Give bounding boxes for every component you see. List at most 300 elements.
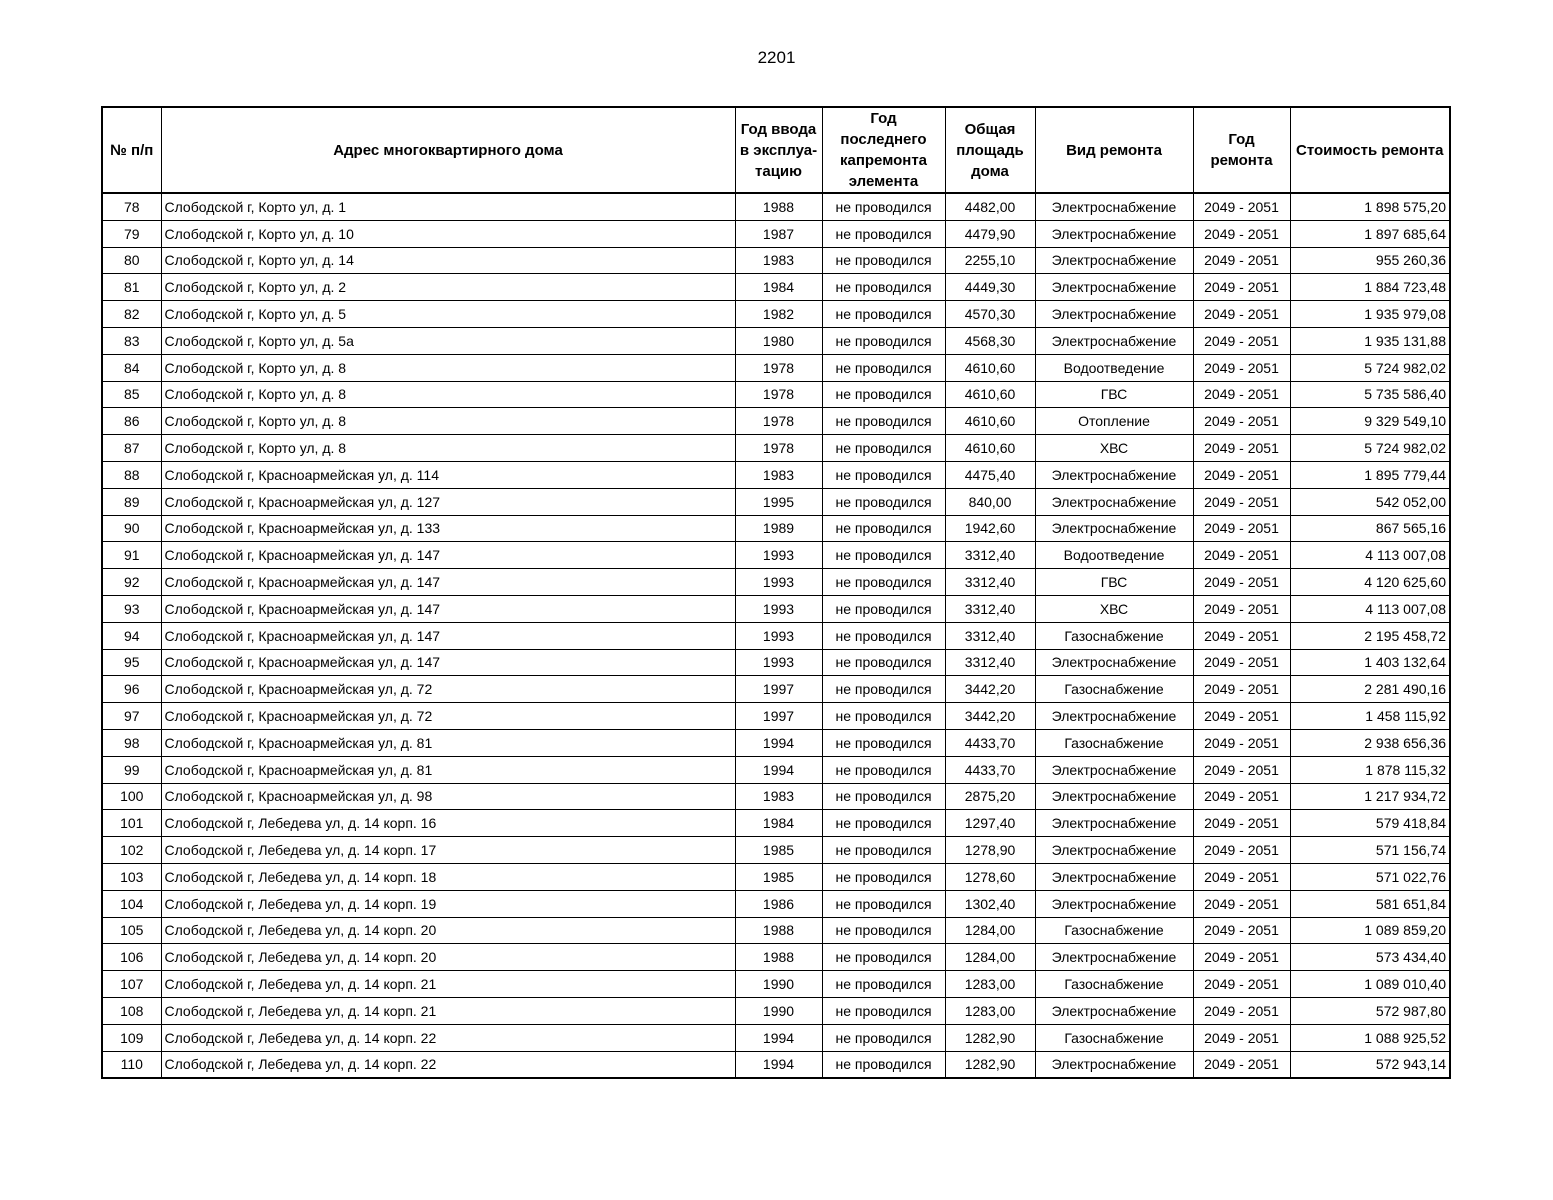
row-last-repair: не проводился bbox=[822, 917, 945, 944]
row-repair-type: Газоснабжение bbox=[1035, 917, 1193, 944]
header-repair-type: Вид ремонта bbox=[1035, 107, 1193, 193]
row-repair-cost: 2 195 458,72 bbox=[1290, 622, 1450, 649]
row-last-repair: не проводился bbox=[822, 622, 945, 649]
row-total-area: 4475,40 bbox=[945, 461, 1035, 488]
row-repair-period: 2049 - 2051 bbox=[1193, 649, 1290, 676]
row-last-repair: не проводился bbox=[822, 327, 945, 354]
table-row bbox=[102, 327, 1450, 354]
row-repair-type: Газоснабжение bbox=[1035, 971, 1193, 998]
row-address: Слободской г, Корто ул, д. 10 bbox=[161, 220, 735, 247]
header-repair-cost: Стоимость ремонта bbox=[1290, 107, 1450, 193]
row-last-repair: не проводился bbox=[822, 1024, 945, 1051]
row-address: Слободской г, Лебедева ул, д. 14 корп. 19 bbox=[161, 890, 735, 917]
row-repair-period: 2049 - 2051 bbox=[1193, 515, 1290, 542]
row-index: 93 bbox=[102, 595, 161, 622]
row-repair-type: Электроснабжение bbox=[1035, 220, 1193, 247]
row-commission-year: 1997 bbox=[735, 676, 822, 703]
table-row bbox=[102, 247, 1450, 274]
row-last-repair: не проводился bbox=[822, 971, 945, 998]
row-total-area: 1942,60 bbox=[945, 515, 1035, 542]
row-last-repair: не проводился bbox=[822, 595, 945, 622]
row-repair-cost: 955 260,36 bbox=[1290, 247, 1450, 274]
row-address: Слободской г, Корто ул, д. 14 bbox=[161, 247, 735, 274]
table-row bbox=[102, 944, 1450, 971]
row-commission-year: 1986 bbox=[735, 890, 822, 917]
row-repair-type: Электроснабжение bbox=[1035, 327, 1193, 354]
row-repair-period: 2049 - 2051 bbox=[1193, 488, 1290, 515]
row-repair-type: Электроснабжение bbox=[1035, 247, 1193, 274]
row-index: 79 bbox=[102, 220, 161, 247]
row-repair-cost: 581 651,84 bbox=[1290, 890, 1450, 917]
row-repair-cost: 1 403 132,64 bbox=[1290, 649, 1450, 676]
table-row bbox=[102, 890, 1450, 917]
row-address: Слободской г, Корто ул, д. 2 bbox=[161, 274, 735, 301]
row-index: 85 bbox=[102, 381, 161, 408]
table-row bbox=[102, 193, 1450, 220]
row-repair-period: 2049 - 2051 bbox=[1193, 971, 1290, 998]
row-last-repair: не проводился bbox=[822, 837, 945, 864]
row-last-repair: не проводился bbox=[822, 488, 945, 515]
row-index: 80 bbox=[102, 247, 161, 274]
row-repair-period: 2049 - 2051 bbox=[1193, 837, 1290, 864]
row-repair-cost: 572 987,80 bbox=[1290, 997, 1450, 1024]
row-last-repair: не проводился bbox=[822, 863, 945, 890]
row-commission-year: 1978 bbox=[735, 408, 822, 435]
row-repair-cost: 5 724 982,02 bbox=[1290, 435, 1450, 462]
table-row bbox=[102, 515, 1450, 542]
row-address: Слободской г, Красноармейская ул, д. 147 bbox=[161, 595, 735, 622]
row-commission-year: 1994 bbox=[735, 729, 822, 756]
row-repair-type: Электроснабжение bbox=[1035, 944, 1193, 971]
row-commission-year: 1993 bbox=[735, 649, 822, 676]
row-repair-period: 2049 - 2051 bbox=[1193, 1024, 1290, 1051]
row-address: Слободской г, Лебедева ул, д. 14 корп. 16 bbox=[161, 810, 735, 837]
row-address: Слободской г, Лебедева ул, д. 14 корп. 20 bbox=[161, 944, 735, 971]
row-last-repair: не проводился bbox=[822, 756, 945, 783]
header-repair-period: Год ремонта bbox=[1193, 107, 1290, 193]
row-address: Слободской г, Красноармейская ул, д. 72 bbox=[161, 703, 735, 730]
table-row bbox=[102, 595, 1450, 622]
row-repair-type: Газоснабжение bbox=[1035, 622, 1193, 649]
row-repair-type: ГВС bbox=[1035, 569, 1193, 596]
row-index: 101 bbox=[102, 810, 161, 837]
row-address: Слободской г, Красноармейская ул, д. 127 bbox=[161, 488, 735, 515]
row-total-area: 1282,90 bbox=[945, 1051, 1035, 1078]
row-index: 109 bbox=[102, 1024, 161, 1051]
row-repair-period: 2049 - 2051 bbox=[1193, 327, 1290, 354]
row-repair-type: ГВС bbox=[1035, 381, 1193, 408]
row-total-area: 3442,20 bbox=[945, 703, 1035, 730]
row-index: 83 bbox=[102, 327, 161, 354]
table-row bbox=[102, 381, 1450, 408]
table-row bbox=[102, 729, 1450, 756]
row-commission-year: 1997 bbox=[735, 703, 822, 730]
row-commission-year: 1983 bbox=[735, 247, 822, 274]
row-address: Слободской г, Лебедева ул, д. 14 корп. 18 bbox=[161, 863, 735, 890]
row-repair-type: Отопление bbox=[1035, 408, 1193, 435]
row-repair-period: 2049 - 2051 bbox=[1193, 997, 1290, 1024]
row-repair-type: ХВС bbox=[1035, 435, 1193, 462]
row-total-area: 1297,40 bbox=[945, 810, 1035, 837]
header-last-repair-year: Год последнего капремонта элемента bbox=[822, 107, 945, 193]
row-index: 106 bbox=[102, 944, 161, 971]
row-commission-year: 1994 bbox=[735, 756, 822, 783]
page-number: 2201 bbox=[757, 48, 796, 67]
row-index: 86 bbox=[102, 408, 161, 435]
row-commission-year: 1993 bbox=[735, 622, 822, 649]
row-commission-year: 1988 bbox=[735, 944, 822, 971]
table-row bbox=[102, 917, 1450, 944]
row-repair-type: Электроснабжение bbox=[1035, 783, 1193, 810]
row-commission-year: 1993 bbox=[735, 595, 822, 622]
row-repair-type: Электроснабжение bbox=[1035, 461, 1193, 488]
row-total-area: 3442,20 bbox=[945, 676, 1035, 703]
row-total-area: 4479,90 bbox=[945, 220, 1035, 247]
row-index: 105 bbox=[102, 917, 161, 944]
row-index: 99 bbox=[102, 756, 161, 783]
row-repair-period: 2049 - 2051 bbox=[1193, 301, 1290, 328]
row-total-area: 4610,60 bbox=[945, 381, 1035, 408]
row-commission-year: 1983 bbox=[735, 461, 822, 488]
row-commission-year: 1985 bbox=[735, 837, 822, 864]
row-address: Слободской г, Лебедева ул, д. 14 корп. 21 bbox=[161, 971, 735, 998]
table-row bbox=[102, 756, 1450, 783]
row-total-area: 2255,10 bbox=[945, 247, 1035, 274]
row-last-repair: не проводился bbox=[822, 997, 945, 1024]
row-total-area: 3312,40 bbox=[945, 622, 1035, 649]
row-address: Слободской г, Корто ул, д. 8 bbox=[161, 381, 735, 408]
table-row bbox=[102, 1051, 1450, 1078]
header-index: № п/п bbox=[102, 107, 161, 193]
row-repair-cost: 4 113 007,08 bbox=[1290, 595, 1450, 622]
row-repair-period: 2049 - 2051 bbox=[1193, 944, 1290, 971]
row-last-repair: не проводился bbox=[822, 220, 945, 247]
row-repair-period: 2049 - 2051 bbox=[1193, 461, 1290, 488]
row-repair-type: Электроснабжение bbox=[1035, 863, 1193, 890]
row-repair-period: 2049 - 2051 bbox=[1193, 703, 1290, 730]
header-address: Адрес многоквартирного дома bbox=[161, 107, 735, 193]
table-header-row bbox=[102, 107, 1450, 193]
row-last-repair: не проводился bbox=[822, 810, 945, 837]
table-row bbox=[102, 997, 1450, 1024]
table-row bbox=[102, 783, 1450, 810]
row-repair-cost: 5 735 586,40 bbox=[1290, 381, 1450, 408]
row-index: 90 bbox=[102, 515, 161, 542]
row-repair-period: 2049 - 2051 bbox=[1193, 890, 1290, 917]
row-repair-period: 2049 - 2051 bbox=[1193, 622, 1290, 649]
row-repair-period: 2049 - 2051 bbox=[1193, 408, 1290, 435]
row-repair-cost: 572 943,14 bbox=[1290, 1051, 1450, 1078]
row-address: Слободской г, Корто ул, д. 1 bbox=[161, 193, 735, 220]
row-last-repair: не проводился bbox=[822, 435, 945, 462]
row-last-repair: не проводился bbox=[822, 408, 945, 435]
table-row bbox=[102, 569, 1450, 596]
row-commission-year: 1983 bbox=[735, 783, 822, 810]
row-address: Слободской г, Лебедева ул, д. 14 корп. 22 bbox=[161, 1051, 735, 1078]
table-row bbox=[102, 542, 1450, 569]
row-repair-cost: 1 884 723,48 bbox=[1290, 274, 1450, 301]
row-repair-cost: 1 089 010,40 bbox=[1290, 971, 1450, 998]
table-row bbox=[102, 1024, 1450, 1051]
row-repair-cost: 5 724 982,02 bbox=[1290, 354, 1450, 381]
row-repair-cost: 1 895 779,44 bbox=[1290, 461, 1450, 488]
row-commission-year: 1989 bbox=[735, 515, 822, 542]
row-last-repair: не проводился bbox=[822, 381, 945, 408]
row-repair-cost: 1 935 979,08 bbox=[1290, 301, 1450, 328]
row-repair-cost: 1 935 131,88 bbox=[1290, 327, 1450, 354]
row-index: 107 bbox=[102, 971, 161, 998]
row-total-area: 1302,40 bbox=[945, 890, 1035, 917]
row-repair-period: 2049 - 2051 bbox=[1193, 435, 1290, 462]
row-repair-cost: 571 156,74 bbox=[1290, 837, 1450, 864]
row-index: 81 bbox=[102, 274, 161, 301]
row-total-area: 1283,00 bbox=[945, 971, 1035, 998]
row-repair-type: Электроснабжение bbox=[1035, 488, 1193, 515]
row-repair-cost: 1 898 575,20 bbox=[1290, 193, 1450, 220]
row-last-repair: не проводился bbox=[822, 783, 945, 810]
row-total-area: 1284,00 bbox=[945, 944, 1035, 971]
table-row bbox=[102, 354, 1450, 381]
table-row bbox=[102, 676, 1450, 703]
row-repair-type: Электроснабжение bbox=[1035, 649, 1193, 676]
row-last-repair: не проводился bbox=[822, 354, 945, 381]
row-commission-year: 1984 bbox=[735, 274, 822, 301]
row-address: Слободской г, Лебедева ул, д. 14 корп. 21 bbox=[161, 997, 735, 1024]
row-address: Слободской г, Красноармейская ул, д. 72 bbox=[161, 676, 735, 703]
row-commission-year: 1995 bbox=[735, 488, 822, 515]
table-row bbox=[102, 810, 1450, 837]
row-repair-period: 2049 - 2051 bbox=[1193, 676, 1290, 703]
row-repair-type: Электроснабжение bbox=[1035, 301, 1193, 328]
row-index: 91 bbox=[102, 542, 161, 569]
row-repair-cost: 1 088 925,52 bbox=[1290, 1024, 1450, 1051]
row-commission-year: 1988 bbox=[735, 917, 822, 944]
repair-schedule-table bbox=[101, 106, 1451, 1079]
row-total-area: 1283,00 bbox=[945, 997, 1035, 1024]
row-repair-cost: 2 281 490,16 bbox=[1290, 676, 1450, 703]
row-total-area: 3312,40 bbox=[945, 649, 1035, 676]
table-row bbox=[102, 837, 1450, 864]
row-last-repair: не проводился bbox=[822, 515, 945, 542]
row-last-repair: не проводился bbox=[822, 542, 945, 569]
row-total-area: 4568,30 bbox=[945, 327, 1035, 354]
row-last-repair: не проводился bbox=[822, 890, 945, 917]
row-repair-type: Электроснабжение bbox=[1035, 274, 1193, 301]
row-index: 84 bbox=[102, 354, 161, 381]
row-repair-period: 2049 - 2051 bbox=[1193, 1051, 1290, 1078]
table-row bbox=[102, 435, 1450, 462]
row-last-repair: не проводился bbox=[822, 193, 945, 220]
row-repair-type: Электроснабжение bbox=[1035, 703, 1193, 730]
row-index: 98 bbox=[102, 729, 161, 756]
row-repair-cost: 867 565,16 bbox=[1290, 515, 1450, 542]
row-repair-period: 2049 - 2051 bbox=[1193, 863, 1290, 890]
table-row bbox=[102, 649, 1450, 676]
row-address: Слободской г, Красноармейская ул, д. 147 bbox=[161, 569, 735, 596]
row-last-repair: не проводился bbox=[822, 461, 945, 488]
row-repair-period: 2049 - 2051 bbox=[1193, 595, 1290, 622]
row-last-repair: не проводился bbox=[822, 569, 945, 596]
row-total-area: 4610,60 bbox=[945, 408, 1035, 435]
row-address: Слободской г, Красноармейская ул, д. 114 bbox=[161, 461, 735, 488]
row-repair-period: 2049 - 2051 bbox=[1193, 917, 1290, 944]
row-commission-year: 1980 bbox=[735, 327, 822, 354]
table-row bbox=[102, 408, 1450, 435]
row-repair-period: 2049 - 2051 bbox=[1193, 247, 1290, 274]
table-row bbox=[102, 703, 1450, 730]
row-repair-cost: 1 089 859,20 bbox=[1290, 917, 1450, 944]
row-repair-period: 2049 - 2051 bbox=[1193, 569, 1290, 596]
row-index: 104 bbox=[102, 890, 161, 917]
row-repair-type: ХВС bbox=[1035, 595, 1193, 622]
row-total-area: 4610,60 bbox=[945, 354, 1035, 381]
row-commission-year: 1994 bbox=[735, 1051, 822, 1078]
row-repair-cost: 573 434,40 bbox=[1290, 944, 1450, 971]
row-repair-cost: 4 120 625,60 bbox=[1290, 569, 1450, 596]
header-commission-year: Год ввода в эксплуа-тацию bbox=[735, 107, 822, 193]
row-total-area: 2875,20 bbox=[945, 783, 1035, 810]
row-total-area: 1278,60 bbox=[945, 863, 1035, 890]
row-repair-period: 2049 - 2051 bbox=[1193, 542, 1290, 569]
row-total-area: 4449,30 bbox=[945, 274, 1035, 301]
row-repair-period: 2049 - 2051 bbox=[1193, 274, 1290, 301]
row-repair-type: Водоотведение bbox=[1035, 542, 1193, 569]
header-total-area: Общая площадь дома bbox=[945, 107, 1035, 193]
row-address: Слободской г, Лебедева ул, д. 14 корп. 22 bbox=[161, 1024, 735, 1051]
row-repair-period: 2049 - 2051 bbox=[1193, 810, 1290, 837]
row-index: 94 bbox=[102, 622, 161, 649]
row-address: Слободской г, Красноармейская ул, д. 147 bbox=[161, 622, 735, 649]
row-commission-year: 1978 bbox=[735, 435, 822, 462]
row-repair-cost: 571 022,76 bbox=[1290, 863, 1450, 890]
row-total-area: 840,00 bbox=[945, 488, 1035, 515]
table-row bbox=[102, 301, 1450, 328]
row-repair-cost: 1 217 934,72 bbox=[1290, 783, 1450, 810]
row-commission-year: 1994 bbox=[735, 1024, 822, 1051]
row-repair-period: 2049 - 2051 bbox=[1193, 381, 1290, 408]
row-index: 96 bbox=[102, 676, 161, 703]
row-repair-cost: 1 878 115,32 bbox=[1290, 756, 1450, 783]
table-row bbox=[102, 488, 1450, 515]
row-commission-year: 1988 bbox=[735, 193, 822, 220]
row-index: 87 bbox=[102, 435, 161, 462]
row-repair-cost: 9 329 549,10 bbox=[1290, 408, 1450, 435]
row-index: 88 bbox=[102, 461, 161, 488]
row-repair-type: Газоснабжение bbox=[1035, 1024, 1193, 1051]
row-repair-cost: 1 897 685,64 bbox=[1290, 220, 1450, 247]
row-address: Слободской г, Красноармейская ул, д. 133 bbox=[161, 515, 735, 542]
row-commission-year: 1984 bbox=[735, 810, 822, 837]
row-repair-type: Газоснабжение bbox=[1035, 676, 1193, 703]
row-total-area: 4610,60 bbox=[945, 435, 1035, 462]
row-commission-year: 1993 bbox=[735, 542, 822, 569]
row-commission-year: 1982 bbox=[735, 301, 822, 328]
row-address: Слободской г, Корто ул, д. 5а bbox=[161, 327, 735, 354]
row-last-repair: не проводился bbox=[822, 729, 945, 756]
table-row bbox=[102, 220, 1450, 247]
row-address: Слободской г, Лебедева ул, д. 14 корп. 20 bbox=[161, 917, 735, 944]
table-row bbox=[102, 863, 1450, 890]
row-repair-period: 2049 - 2051 bbox=[1193, 756, 1290, 783]
row-repair-cost: 4 113 007,08 bbox=[1290, 542, 1450, 569]
row-index: 89 bbox=[102, 488, 161, 515]
row-commission-year: 1978 bbox=[735, 354, 822, 381]
row-repair-type: Электроснабжение bbox=[1035, 756, 1193, 783]
row-total-area: 4433,70 bbox=[945, 756, 1035, 783]
row-address: Слободской г, Корто ул, д. 5 bbox=[161, 301, 735, 328]
row-repair-period: 2049 - 2051 bbox=[1193, 354, 1290, 381]
table-body bbox=[102, 193, 1450, 1078]
row-repair-type: Газоснабжение bbox=[1035, 729, 1193, 756]
row-last-repair: не проводился bbox=[822, 944, 945, 971]
row-commission-year: 1987 bbox=[735, 220, 822, 247]
row-last-repair: не проводился bbox=[822, 247, 945, 274]
row-index: 102 bbox=[102, 837, 161, 864]
table-row bbox=[102, 971, 1450, 998]
row-commission-year: 1993 bbox=[735, 569, 822, 596]
row-index: 103 bbox=[102, 863, 161, 890]
row-last-repair: не проводился bbox=[822, 274, 945, 301]
row-repair-cost: 579 418,84 bbox=[1290, 810, 1450, 837]
row-last-repair: не проводился bbox=[822, 703, 945, 730]
row-last-repair: не проводился bbox=[822, 1051, 945, 1078]
row-repair-type: Электроснабжение bbox=[1035, 193, 1193, 220]
row-total-area: 4433,70 bbox=[945, 729, 1035, 756]
row-repair-cost: 542 052,00 bbox=[1290, 488, 1450, 515]
row-repair-type: Водоотведение bbox=[1035, 354, 1193, 381]
row-address: Слободской г, Красноармейская ул, д. 81 bbox=[161, 729, 735, 756]
row-repair-type: Электроснабжение bbox=[1035, 837, 1193, 864]
row-address: Слободской г, Красноармейская ул, д. 98 bbox=[161, 783, 735, 810]
row-total-area: 4482,00 bbox=[945, 193, 1035, 220]
row-total-area: 3312,40 bbox=[945, 595, 1035, 622]
row-last-repair: не проводился bbox=[822, 676, 945, 703]
row-index: 82 bbox=[102, 301, 161, 328]
row-address: Слободской г, Красноармейская ул, д. 147 bbox=[161, 649, 735, 676]
row-total-area: 1284,00 bbox=[945, 917, 1035, 944]
row-index: 100 bbox=[102, 783, 161, 810]
row-index: 108 bbox=[102, 997, 161, 1024]
row-commission-year: 1990 bbox=[735, 971, 822, 998]
row-repair-period: 2049 - 2051 bbox=[1193, 729, 1290, 756]
row-index: 97 bbox=[102, 703, 161, 730]
row-total-area: 3312,40 bbox=[945, 542, 1035, 569]
row-commission-year: 1985 bbox=[735, 863, 822, 890]
table-row bbox=[102, 622, 1450, 649]
row-repair-type: Электроснабжение bbox=[1035, 890, 1193, 917]
row-repair-period: 2049 - 2051 bbox=[1193, 193, 1290, 220]
row-repair-cost: 1 458 115,92 bbox=[1290, 703, 1450, 730]
row-last-repair: не проводился bbox=[822, 649, 945, 676]
row-index: 92 bbox=[102, 569, 161, 596]
row-address: Слободской г, Красноармейская ул, д. 147 bbox=[161, 542, 735, 569]
row-total-area: 4570,30 bbox=[945, 301, 1035, 328]
row-address: Слободской г, Корто ул, д. 8 bbox=[161, 435, 735, 462]
table-row bbox=[102, 461, 1450, 488]
row-repair-period: 2049 - 2051 bbox=[1193, 220, 1290, 247]
row-total-area: 3312,40 bbox=[945, 569, 1035, 596]
row-total-area: 1282,90 bbox=[945, 1024, 1035, 1051]
row-index: 78 bbox=[102, 193, 161, 220]
row-address: Слободской г, Красноармейская ул, д. 81 bbox=[161, 756, 735, 783]
table-row bbox=[102, 274, 1450, 301]
row-address: Слободской г, Корто ул, д. 8 bbox=[161, 408, 735, 435]
row-address: Слободской г, Лебедева ул, д. 14 корп. 17 bbox=[161, 837, 735, 864]
row-repair-period: 2049 - 2051 bbox=[1193, 783, 1290, 810]
row-commission-year: 1990 bbox=[735, 997, 822, 1024]
row-address: Слободской г, Корто ул, д. 8 bbox=[161, 354, 735, 381]
row-repair-type: Электроснабжение bbox=[1035, 997, 1193, 1024]
